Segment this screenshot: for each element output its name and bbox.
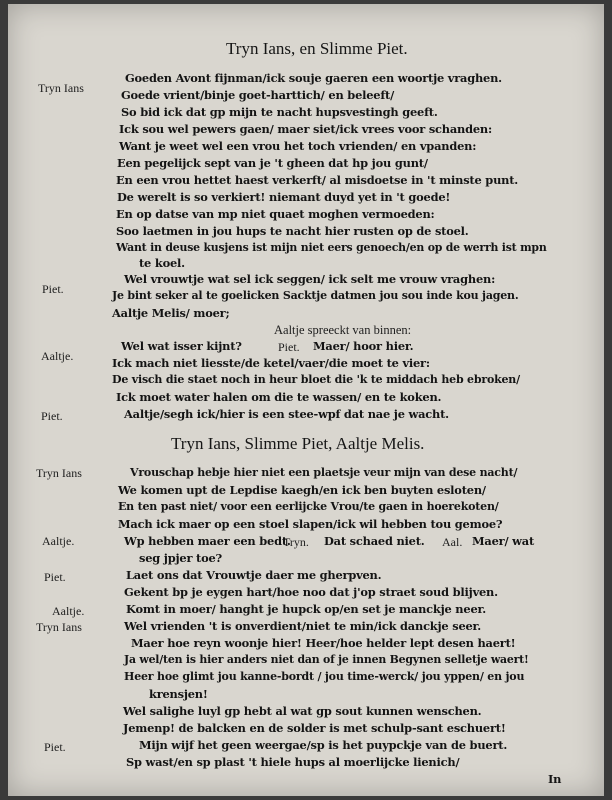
verse-line: En op datse van mp niet quaet moghen vermoeden: [116, 207, 435, 221]
verse-line: Dat schaed niet. [324, 534, 425, 548]
verse-line: te koel. [139, 256, 185, 270]
verse-line: Ick sou wel pewers gaen/ maer siet/ick vrees voor schanden: [119, 122, 493, 136]
verse-line: Wel salighe luyl gp hebt al wat gp sout kunnen wenschen. [123, 704, 482, 718]
speaker-label: Piet. [44, 740, 66, 754]
inline-speaker-label: Aal. [442, 535, 463, 549]
verse-line: Laet ons dat Vrouwtje daer me gherpven. [126, 568, 382, 582]
verse-line: Maer hoe reyn woonje hier! Heer/hoe helder lept desen haert! [131, 636, 516, 650]
verse-line: Een pegelijck sept van je 't gheen dat hp jou gunt/ [117, 156, 428, 170]
verse-line: De werelt is so verkiert! niemant duyd yet in 't goede! [117, 190, 451, 204]
verse-line: We komen upt de Lepdise kaegh/en ick ben buyten esloten/ [118, 483, 486, 497]
verse-line: Want je weet wel een vrou het toch vrienden/ en vpanden: [119, 139, 477, 153]
verse-line: So bid ick dat gp mijn te nacht hupsvestingh geeft. [121, 105, 438, 119]
scene-heading-2: Tryn Ians, Slimme Piet, Aaltje Melis. [171, 434, 425, 453]
scene-heading-1: Tryn Ians, en Slimme Piet. [226, 39, 408, 58]
verse-line: Mijn wijf het geen weergae/sp is het puypckje van de buert. [139, 738, 508, 752]
stage-direction: Aaltje spreeckt van binnen: [274, 323, 412, 337]
verse-line: Goeden Avont fijnman/ick souje gaeren een woortje vraghen. [125, 71, 502, 85]
verse-line: En een vrou hettet haest verkerft/ al misdoetse in 't minste punt. [116, 173, 519, 187]
verse-line: Vrouschap hebje hier niet een plaetsje veur mijn van dese nacht/ [130, 466, 518, 479]
verse-line: Want in deuse kusjens ist mijn niet eers genoech/en op de werrh ist mpn [116, 241, 547, 254]
speaker-label: Aaltje. [52, 604, 85, 618]
inline-speaker-label: Piet. [278, 340, 300, 354]
verse-line: Je bint seker al te goelicken Sacktje datmen jou sou inde kou jagen. [112, 289, 519, 302]
verse-line: Ick moet water halen om die te wassen/ en te koken. [116, 390, 442, 404]
speaker-label: Tryn Ians [38, 81, 84, 95]
speaker-label: Aaltje. [41, 349, 74, 363]
verse-line: Aaltje Melis/ moer; [112, 306, 230, 320]
verse-line: Aaltje/segh ick/hier is een stee-wpf dat nae je wacht. [124, 407, 449, 421]
verse-line: Wp hebben maer een bedt. [124, 534, 291, 548]
speaker-label: Piet. [44, 570, 66, 584]
inline-speaker-label: Tryn. [283, 535, 309, 549]
speaker-label: Aaltje. [42, 534, 75, 548]
verse-line: Jemenp! de balcken en de solder is met schulp-sant eschuert! [123, 721, 506, 735]
verse-line: Goede vrient/binje goet-harttich/ en beleeft/ [121, 88, 395, 102]
speaker-label: Piet. [41, 409, 63, 423]
speaker-label: Tryn Ians [36, 466, 82, 480]
verse-line: En ten past niet/ voor een eerlijcke Vrou/te gaen in hoerekoten/ [118, 500, 499, 513]
verse-line: Maer/ hoor hier. [313, 339, 414, 353]
verse-line: Wel vrouwtje wat sel ick seggen/ ick selt me vrouw vraghen: [124, 272, 496, 286]
verse-line: Mach ick maer op een stoel slapen/ick wil hebben tou gemoe? [118, 517, 503, 531]
catchword: In [548, 772, 562, 786]
verse-line: Komt in moer/ hanght je hupck op/en set je manckje neer. [126, 602, 487, 616]
speaker-label: Tryn Ians [36, 620, 82, 634]
verse-line: krensjen! [149, 687, 208, 701]
verse-line: Wel wat isser kijnt? [121, 339, 242, 353]
verse-line: Sp wast/en sp plast 't hiele hups al moerlijcke lienich/ [126, 755, 460, 769]
verse-line: Wel vrienden 't is onverdient/niet te min/ick danckje seer. [124, 619, 482, 633]
verse-line: seg jpjer toe? [139, 551, 222, 565]
speaker-label: Piet. [42, 282, 64, 296]
verse-line: Gekent bp je eygen hart/hoe noo dat j'op straet soud blijven. [124, 585, 498, 599]
verse-line: De visch die staet noch in heur bloet die 'k te middach heb ebroken/ [112, 373, 520, 386]
verse-line: Ja wel/ten is hier anders niet dan of je innen Begynen selletje waert! [124, 653, 529, 666]
verse-line: Maer/ wat [472, 534, 535, 548]
book-page [8, 4, 604, 796]
verse-line: Heer hoe glimt jou kanne-bordt / jou time-werck/ jou yppen/ en jou [124, 670, 525, 683]
verse-line: Soo laetmen in jou hups te nacht hier rusten op de stoel. [116, 224, 469, 238]
verse-line: Ick mach niet liesste/de ketel/vaer/die moet te vier: [112, 356, 430, 370]
